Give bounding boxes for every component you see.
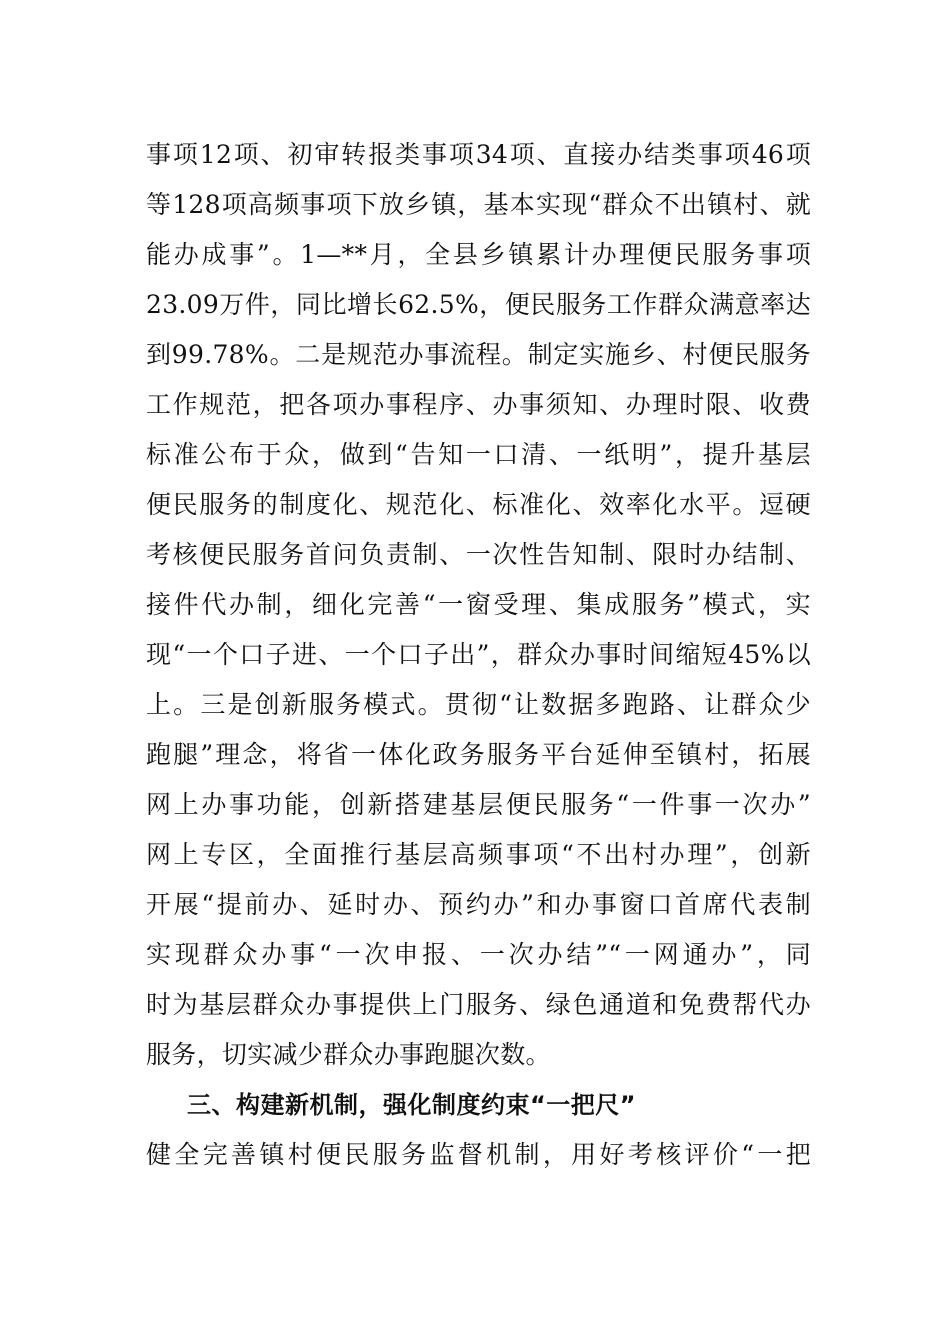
- paragraph-line: 工作规范，把各项办事程序、办事须知、办理时限、收费: [146, 390, 811, 419]
- section-heading: 三、构建新机制，强化制度约束“一把尺”: [187, 1091, 637, 1119]
- paragraph-line: 上。三是创新服务模式。贯彻“让数据多跑路、让群众少: [146, 690, 811, 719]
- paragraph-line: 等128项高频事项下放乡镇，基本实现“群众不出镇村、就: [146, 190, 811, 219]
- paragraph-line: 跑腿”理念，将省一体化政务服务平台延伸至镇村，拓展: [146, 740, 811, 769]
- paragraph-line: 到99.78%。二是规范办事流程。制定实施乡、村便民服务: [146, 340, 811, 369]
- paragraph-line: 接件代办制，细化完善“一窗受理、集成服务”模式，实: [146, 590, 811, 619]
- paragraph-line: 时为基层群众办事提供上门服务、绿色通道和免费帮代办: [146, 990, 811, 1019]
- paragraph-line: 标准公布于众，做到“告知一口清、一纸明”，提升基层: [146, 440, 811, 469]
- paragraph-line: 实现群众办事“一次申报、一次办结”“一网通办”，同: [146, 940, 811, 969]
- paragraph-line: 现“一个口子进、一个口子出”，群众办事时间缩短45%以: [146, 640, 811, 669]
- paragraph-line: 网上专区，全面推行基层高频事项“不出村办理”，创新: [146, 840, 811, 869]
- paragraph-line: 能办成事”。1—**月，全县乡镇累计办理便民服务事项: [146, 240, 811, 269]
- paragraph-line: 便民服务的制度化、规范化、标准化、效率化水平。逗硬: [146, 490, 811, 519]
- paragraph-line: 开展“提前办、延时办、预约办”和办事窗口首席代表制: [146, 890, 811, 919]
- paragraph-line: 事项12项、初审转报类事项34项、直接办结类事项46项: [146, 140, 811, 169]
- paragraph-line: 服务，切实减少群众办事跑腿次数。: [146, 1040, 551, 1069]
- paragraph-line: 健全完善镇村便民服务监督机制，用好考核评价“一把: [146, 1140, 811, 1169]
- paragraph-line: 网上办事功能，创新搭建基层便民服务“一件事一次办”: [146, 790, 811, 819]
- paragraph-line: 考核便民服务首问负责制、一次性告知制、限时办结制、: [146, 540, 811, 569]
- paragraph-line: 23.09万件，同比增长62.5%，便民服务工作群众满意率达: [146, 290, 811, 319]
